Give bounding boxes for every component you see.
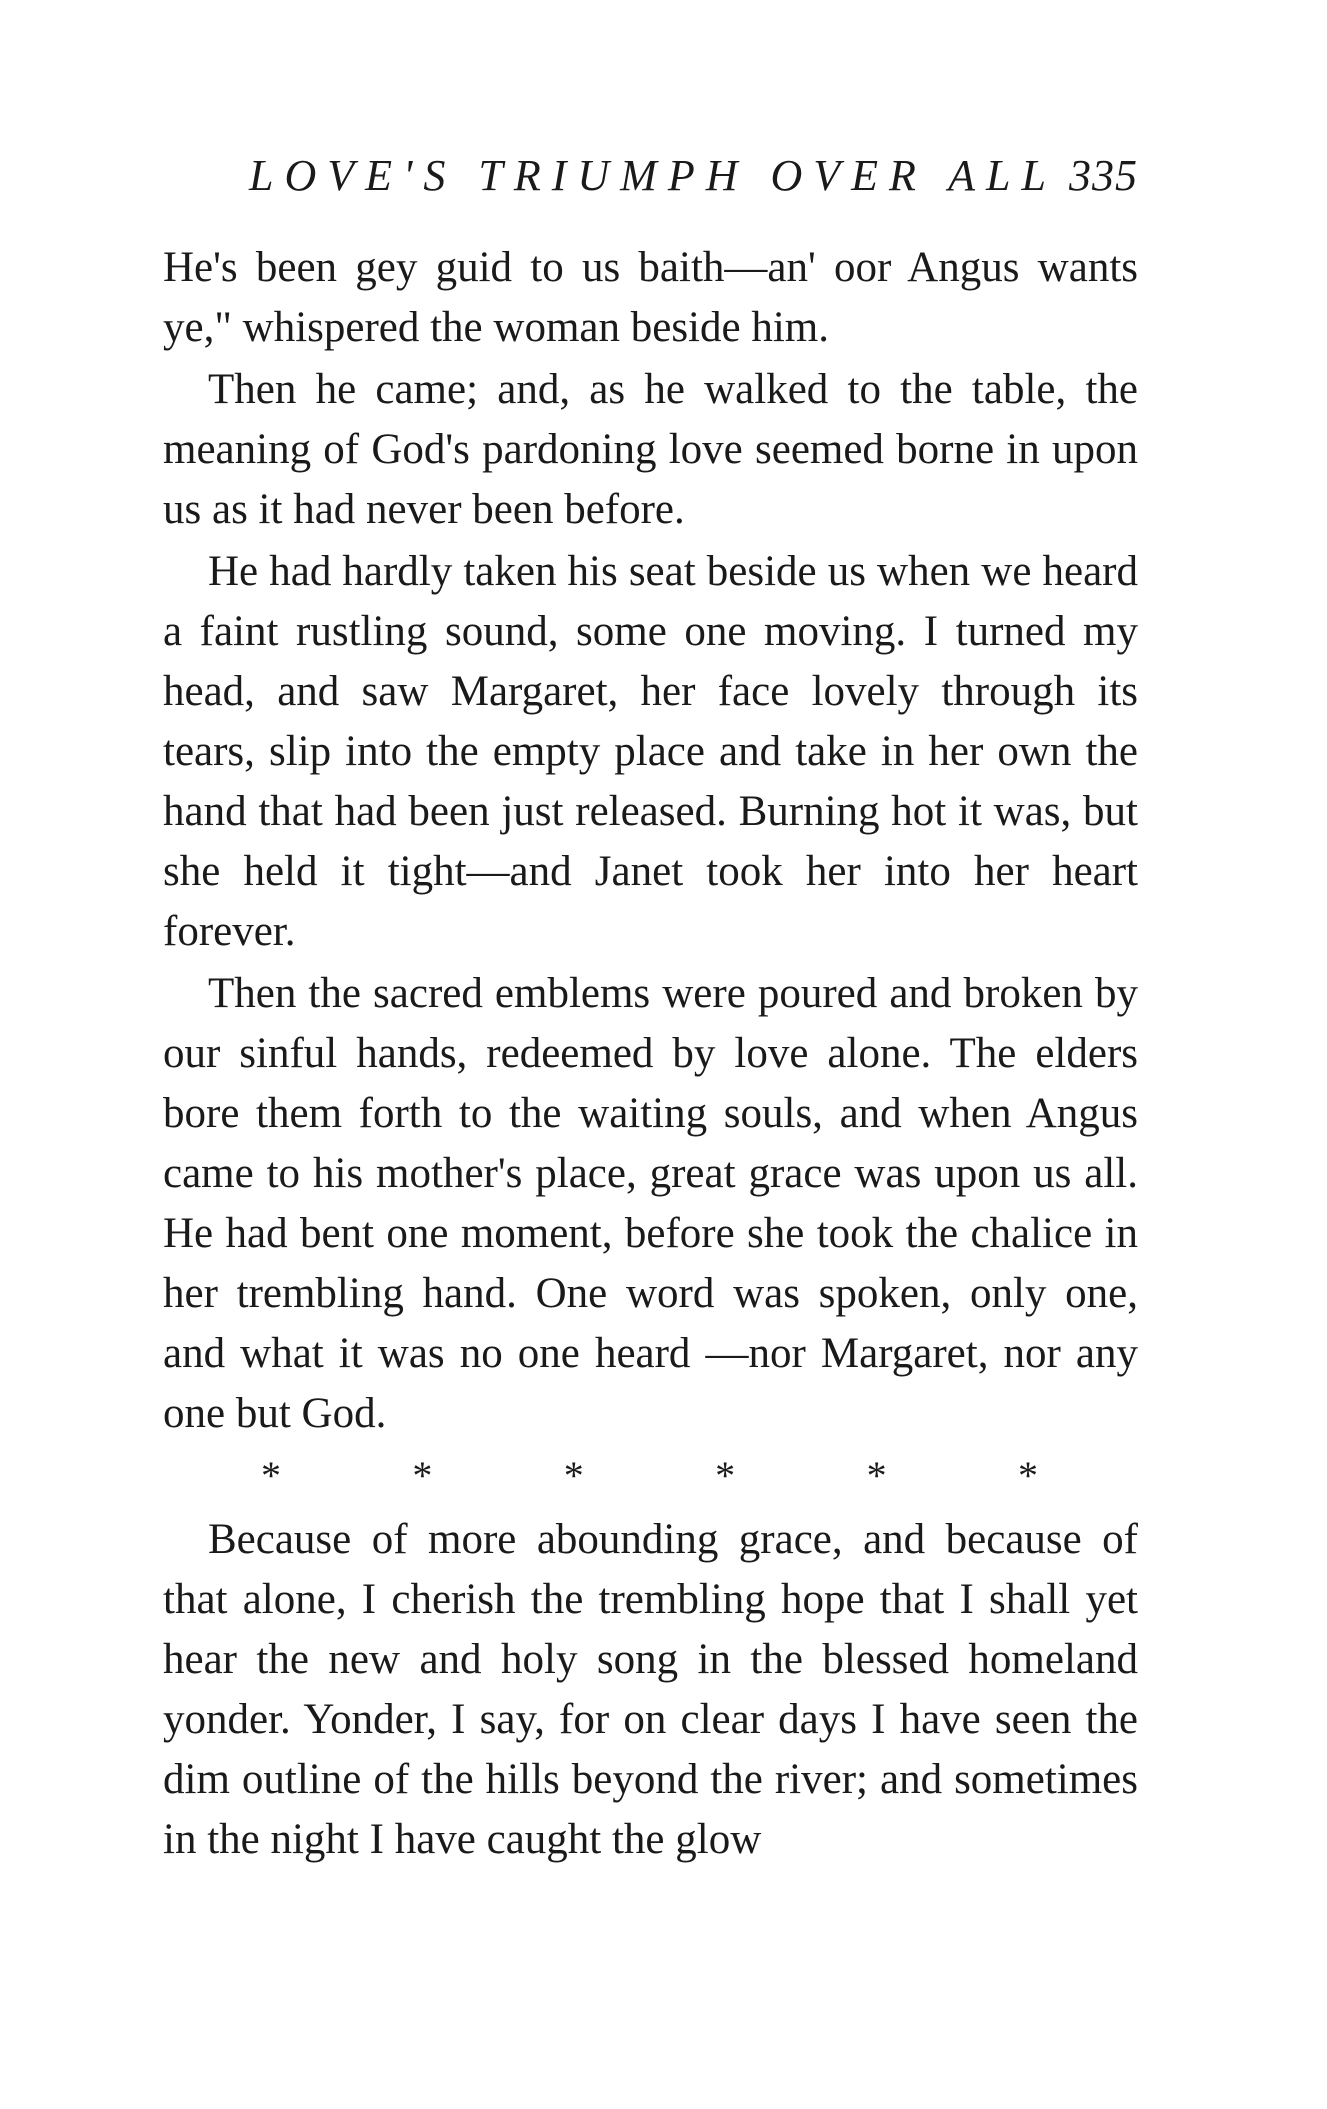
book-page xyxy=(163,150,1138,1872)
asterisk: * xyxy=(1017,1453,1038,1498)
asterisk: * xyxy=(412,1453,433,1498)
paragraph-3: He had hardly taken his seat beside us when we heard a faint rustling sound, some one moving. I turned my head, and saw Margaret, her face lovely through its tears, slip into the empty place and take in her own the hand that had been just released. Burning hot it was, but she held it tight—and Janet took her into her heart forever. xyxy=(163,548,1138,955)
page-number: 335 xyxy=(1069,151,1138,200)
paragraph-1: He's been gey guid to us baith—an' oor Angus wants ye," whispered the woman beside him. xyxy=(163,244,1138,351)
asterisk: * xyxy=(261,1453,281,1498)
asterisk: * xyxy=(563,1453,584,1498)
paragraph-2: Then he came; and, as he walked to the table, the meaning of God's pardoning love seemed borne in upon us as it had never been before. xyxy=(163,366,1138,533)
asterisk: * xyxy=(866,1453,887,1498)
asterisk: * xyxy=(715,1453,736,1498)
page-header xyxy=(163,150,1138,230)
running-head: LOVE'S TRIUMPH OVER ALL xyxy=(249,151,1057,200)
paragraph-4: Then the sacred emblems were poured and broken by our sinful hands, redeemed by love alone. The elders bore them forth to the waiting souls, and when Angus came to his mother's place, great grace was upon us all. He had bent one moment, before she took the chalice in her trembling hand. One word was spoken, only one, and what it was no one heard —nor Margaret, nor any one but God. xyxy=(163,970,1138,1437)
section-break-asterism xyxy=(163,1446,1138,1506)
paragraph-5: Because of more abounding grace, and because of that alone, I cherish the trembling hope that I shall yet hear the new and holy song in the blessed homeland yonder. Yonder, I say, for on clear days I have seen the dim outline of the hills beyond the river; and sometimes in the night I have caught the glow xyxy=(163,1516,1138,1863)
